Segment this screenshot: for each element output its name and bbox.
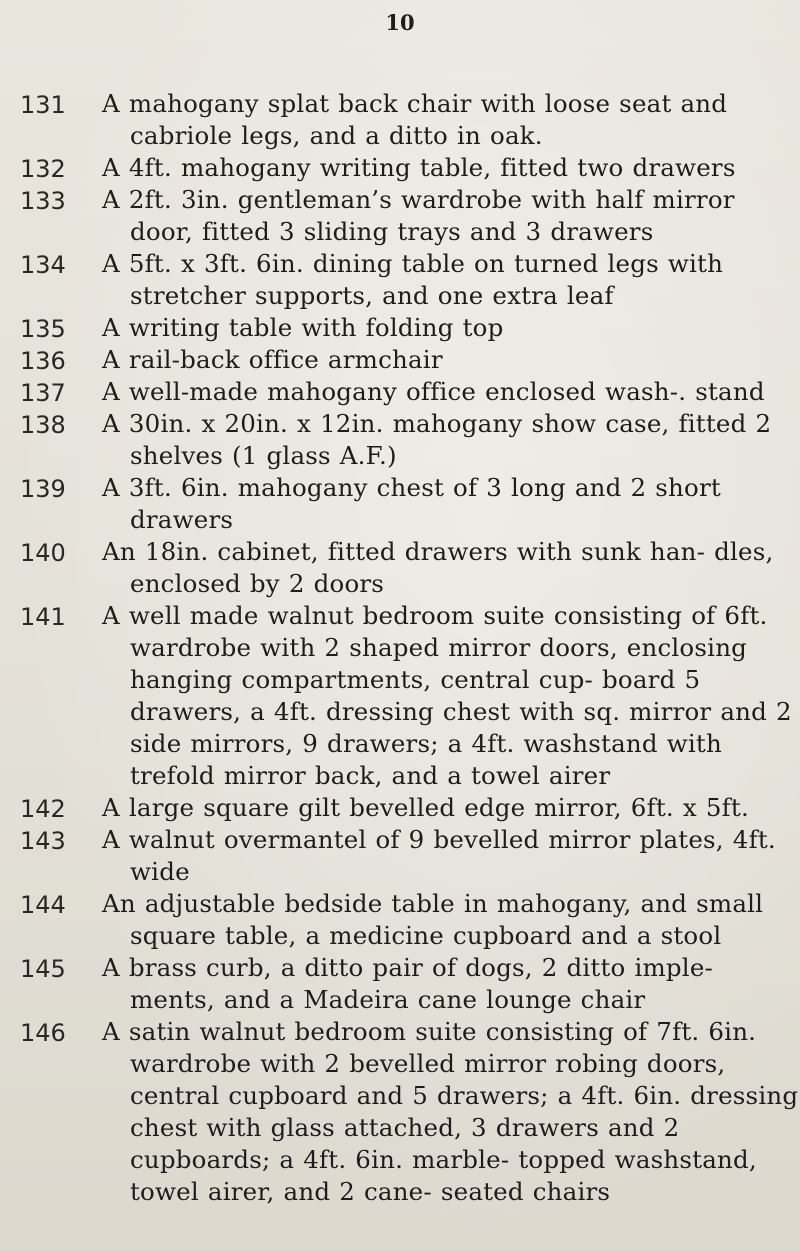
lot-number: 135	[20, 315, 66, 343]
lot-description: A satin walnut bedroom suite consisting of 7ft. 6in. wardrobe with 2 bevelled mirror robing doors, central cupboard and 5 drawers; a 4ft. 6in. dressing chest with glass attached, 3 drawers and 2 cupboards; a 4ft. 6in. marble- topped washstand, towel airer, and 2 cane- seated chairs	[102, 1017, 799, 1206]
lot-entry-139	[0, 472, 800, 536]
lot-description: A walnut overmantel of 9 bevelled mirror plates, 4ft. wide	[102, 825, 776, 886]
lot-number: 144	[20, 891, 66, 919]
lot-number: 141	[20, 603, 66, 631]
lot-entry-140	[0, 536, 800, 600]
lot-entry-145	[0, 952, 800, 1016]
lot-description: A well-made mahogany office enclosed wash-. stand	[102, 377, 765, 406]
lot-description: A mahogany splat back chair with loose seat and cabriole legs, and a ditto in oak.	[102, 89, 728, 150]
lot-number: 139	[20, 475, 66, 503]
lot-description: A large square gilt bevelled edge mirror, 6ft. x 5ft.	[102, 793, 749, 822]
lot-description: A 3ft. 6in. mahogany chest of 3 long and 2 short drawers	[102, 473, 721, 534]
lot-description: A 5ft. x 3ft. 6in. dining table on turned legs with stretcher supports, and one extra leaf	[102, 249, 724, 310]
lot-description: A 30in. x 20in. x 12in. mahogany show case, fitted 2 shelves (1 glass A.F.)	[102, 409, 772, 470]
lot-description: A 4ft. mahogany writing table, fitted two drawers	[102, 153, 736, 182]
lot-entry-133	[0, 184, 800, 248]
lot-entry-132	[0, 152, 800, 184]
lot-number: 136	[20, 347, 66, 375]
lot-description: An adjustable bedside table in mahogany, and small square table, a medicine cupboard and a stool	[102, 889, 764, 950]
lot-entry-141	[0, 600, 800, 792]
lot-entry-142	[0, 792, 800, 824]
lot-number: 134	[20, 251, 66, 279]
lot-number: 131	[20, 91, 66, 119]
lot-entry-137	[0, 376, 800, 408]
lot-number: 140	[20, 539, 66, 567]
lot-entry-146	[0, 1016, 800, 1208]
lot-description: A brass curb, a ditto pair of dogs, 2 ditto imple- ments, and a Madeira cane lounge chair	[102, 953, 714, 1014]
lot-entry-144	[0, 888, 800, 952]
lot-description: A 2ft. 3in. gentleman’s wardrobe with half mirror door, fitted 3 sliding trays and 3 drawers	[102, 185, 735, 246]
lot-description: An 18in. cabinet, fitted drawers with sunk han- dles, enclosed by 2 doors	[102, 537, 774, 598]
lot-description: A writing table with folding top	[102, 313, 504, 342]
lot-entry-138	[0, 408, 800, 472]
lot-description: A rail-back office armchair	[102, 345, 443, 374]
page-number: 10	[385, 10, 415, 35]
lot-number: 145	[20, 955, 66, 983]
lot-entry-131	[0, 88, 800, 152]
lot-description: A well made walnut bedroom suite consisting of 6ft. wardrobe with 2 shaped mirror doors, enclosing hanging compartments, central cup- board 5 drawers, a 4ft. dressing chest with sq. mirror and 2 side mirrors, 9 drawers; a 4ft. washstand with trefold mirror back, and a towel airer	[102, 601, 792, 790]
lot-number: 138	[20, 411, 66, 439]
lot-number: 132	[20, 155, 66, 183]
lot-number: 142	[20, 795, 66, 823]
lot-entry-136	[0, 344, 800, 376]
lot-entry-135	[0, 312, 800, 344]
lot-number: 143	[20, 827, 66, 855]
lot-number: 133	[20, 187, 66, 215]
lot-number: 137	[20, 379, 66, 407]
lot-entry-143	[0, 824, 800, 888]
lot-list	[0, 88, 800, 1208]
lot-entry-134	[0, 248, 800, 312]
lot-number: 146	[20, 1019, 66, 1047]
